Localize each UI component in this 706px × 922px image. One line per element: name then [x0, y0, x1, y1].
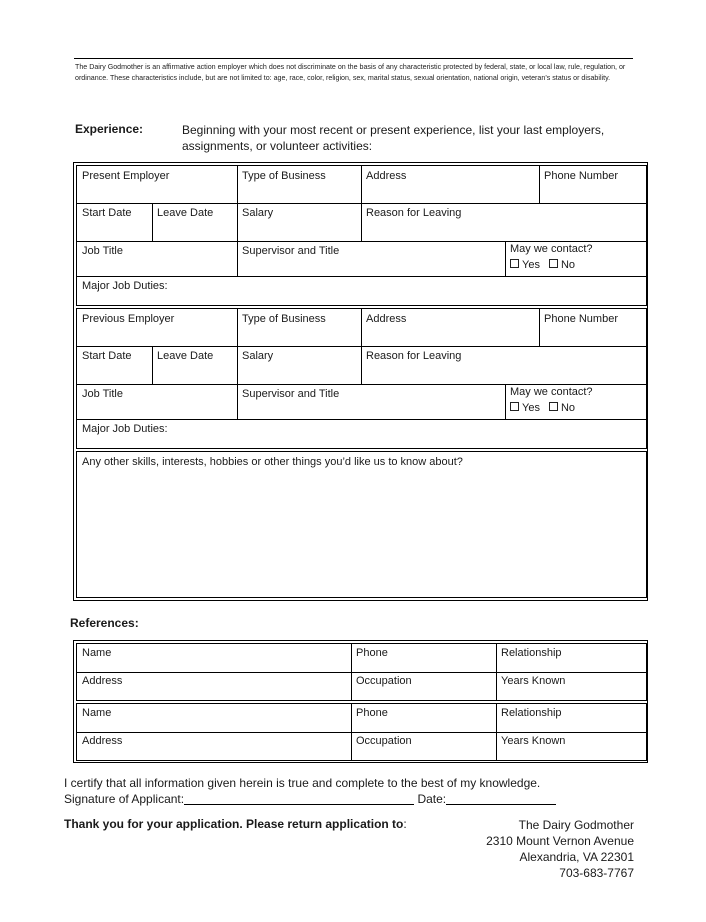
phone-number-label: Phone Number [544, 170, 618, 182]
thanks-text: Thank you for your application. Please return application to [64, 817, 404, 831]
company-name: The Dairy Godmother [518, 818, 634, 832]
closing-thanks [64, 817, 407, 831]
top-rule [74, 58, 633, 59]
eeo-disclaimer: The Dairy Godmother is an affirmative action employer which does not discriminate on the basis of any characteristic protected by federal, state, or local law, rule, regulation, or ordinance. These characteristics include, but are not limited to: age, race, color, religion, sex, marital status, sexual orientation, national origin, veteran’s status or disability. [75, 63, 626, 82]
reason-for-leaving-field[interactable] [361, 346, 646, 384]
reference-address-label: Address [82, 735, 123, 747]
salary-label: Salary [242, 207, 274, 219]
reason-for-leaving-field[interactable] [361, 203, 646, 241]
signature-line[interactable] [184, 792, 414, 805]
contact-options [510, 402, 646, 415]
reference-phone-label: Phone [356, 707, 388, 719]
thanks-colon: : [403, 817, 407, 831]
signature-row [64, 792, 556, 806]
leave-date-field[interactable] [152, 346, 237, 384]
employer-label: Present Employer [82, 170, 170, 182]
job-duties-label: Major Job Duties: [82, 423, 168, 435]
return-address [486, 817, 634, 881]
may-we-contact-label: May we contact? [510, 243, 593, 255]
employer-table [76, 308, 647, 449]
checkbox-icon[interactable] [510, 402, 519, 411]
reference-name-label: Name [82, 647, 112, 659]
reference-years-known-field[interactable] [496, 672, 646, 700]
reference-name-field[interactable] [77, 704, 351, 732]
signature-label: Signature of Applicant: [64, 792, 185, 806]
address-label: Address [366, 170, 407, 182]
reference-relationship-field[interactable] [496, 644, 646, 672]
may-we-contact-field [505, 241, 646, 276]
address-label: Address [366, 313, 407, 325]
type-of-business-field[interactable] [237, 309, 361, 346]
employer-field[interactable] [77, 166, 237, 203]
phone-number-field[interactable] [539, 309, 646, 346]
date-line[interactable] [446, 792, 556, 805]
supervisor-label: Supervisor and Title [242, 245, 340, 257]
start-date-field[interactable] [77, 203, 152, 241]
leave-date-field[interactable] [152, 203, 237, 241]
type-of-business-label: Type of Business [242, 313, 326, 325]
city-state-zip: Alexandria, VA 22301 [519, 850, 634, 864]
supervisor-field[interactable] [237, 384, 505, 419]
reference-years-known-field[interactable] [496, 732, 646, 760]
checkbox-icon[interactable] [549, 259, 558, 268]
company-phone: 703-683-7767 [559, 866, 634, 880]
certification-statement: I certify that all information given herein is true and complete to the best of my knowledge. [64, 776, 541, 790]
leave-date-label: Leave Date [157, 207, 214, 219]
yes-label: Yes [522, 259, 540, 271]
reference-relationship-label: Relationship [501, 707, 562, 719]
skills-prompt: Any other skills, interests, hobbies or other things you’d like us to know about? [82, 456, 463, 468]
job-duties-field[interactable] [77, 419, 646, 448]
address-field[interactable] [361, 166, 539, 203]
contact-yes-option[interactable] [510, 402, 540, 414]
contact-no-option[interactable] [549, 402, 575, 414]
salary-field[interactable] [237, 346, 361, 384]
employer-field[interactable] [77, 309, 237, 346]
reference-address-field[interactable] [77, 672, 351, 700]
employer-label: Previous Employer [82, 313, 175, 325]
job-title-field[interactable] [77, 384, 237, 419]
reason-for-leaving-label: Reason for Leaving [366, 350, 462, 362]
reason-for-leaving-label: Reason for Leaving [366, 207, 462, 219]
job-title-label: Job Title [82, 245, 123, 257]
no-label: No [560, 259, 576, 271]
leave-date-label: Leave Date [157, 350, 214, 362]
no-label: No [560, 402, 576, 414]
reference-phone-field[interactable] [351, 704, 496, 732]
reference-years-known-label: Years Known [501, 735, 566, 747]
start-date-field[interactable] [77, 346, 152, 384]
phone-number-label: Phone Number [544, 313, 618, 325]
reference-occupation-label: Occupation [356, 675, 412, 687]
may-we-contact-label: May we contact? [510, 386, 593, 398]
experience-heading: Experience: [75, 122, 144, 136]
start-date-label: Start Date [82, 207, 132, 219]
date-label: Date: [417, 792, 447, 806]
reference-occupation-label: Occupation [356, 735, 412, 747]
yes-label: Yes [522, 402, 540, 414]
reference-address-field[interactable] [77, 732, 351, 760]
job-title-label: Job Title [82, 388, 123, 400]
checkbox-icon[interactable] [549, 402, 558, 411]
address-field[interactable] [361, 309, 539, 346]
experience-instructions: Beginning with your most recent or present experience, list your last employers, assignments, or volunteer activities: [182, 123, 605, 153]
references-heading: References: [70, 616, 139, 630]
phone-number-field[interactable] [539, 166, 646, 203]
job-duties-label: Major Job Duties: [82, 280, 168, 292]
reference-relationship-field[interactable] [496, 704, 646, 732]
checkbox-icon[interactable] [510, 259, 519, 268]
start-date-label: Start Date [82, 350, 132, 362]
employer-table [76, 165, 647, 306]
salary-label: Salary [242, 350, 274, 362]
type-of-business-field[interactable] [237, 166, 361, 203]
job-title-field[interactable] [77, 241, 237, 276]
reference-years-known-label: Years Known [501, 675, 566, 687]
type-of-business-label: Type of Business [242, 170, 326, 182]
contact-yes-option[interactable] [510, 259, 540, 271]
reference-address-label: Address [82, 675, 123, 687]
reference-occupation-field[interactable] [351, 732, 496, 760]
may-we-contact-field [505, 384, 646, 419]
reference-name-label: Name [82, 707, 112, 719]
contact-no-option[interactable] [549, 259, 575, 271]
street-address: 2310 Mount Vernon Avenue [486, 834, 634, 848]
reference-name-field[interactable] [77, 644, 351, 672]
salary-field[interactable] [237, 203, 361, 241]
reference-table [76, 643, 647, 701]
skills-box[interactable] [76, 451, 647, 598]
supervisor-field[interactable] [237, 241, 505, 276]
contact-options [510, 259, 646, 272]
job-duties-field[interactable] [77, 276, 646, 305]
reference-phone-field[interactable] [351, 644, 496, 672]
reference-occupation-field[interactable] [351, 672, 496, 700]
reference-phone-label: Phone [356, 647, 388, 659]
reference-relationship-label: Relationship [501, 647, 562, 659]
supervisor-label: Supervisor and Title [242, 388, 340, 400]
reference-table [76, 703, 647, 761]
